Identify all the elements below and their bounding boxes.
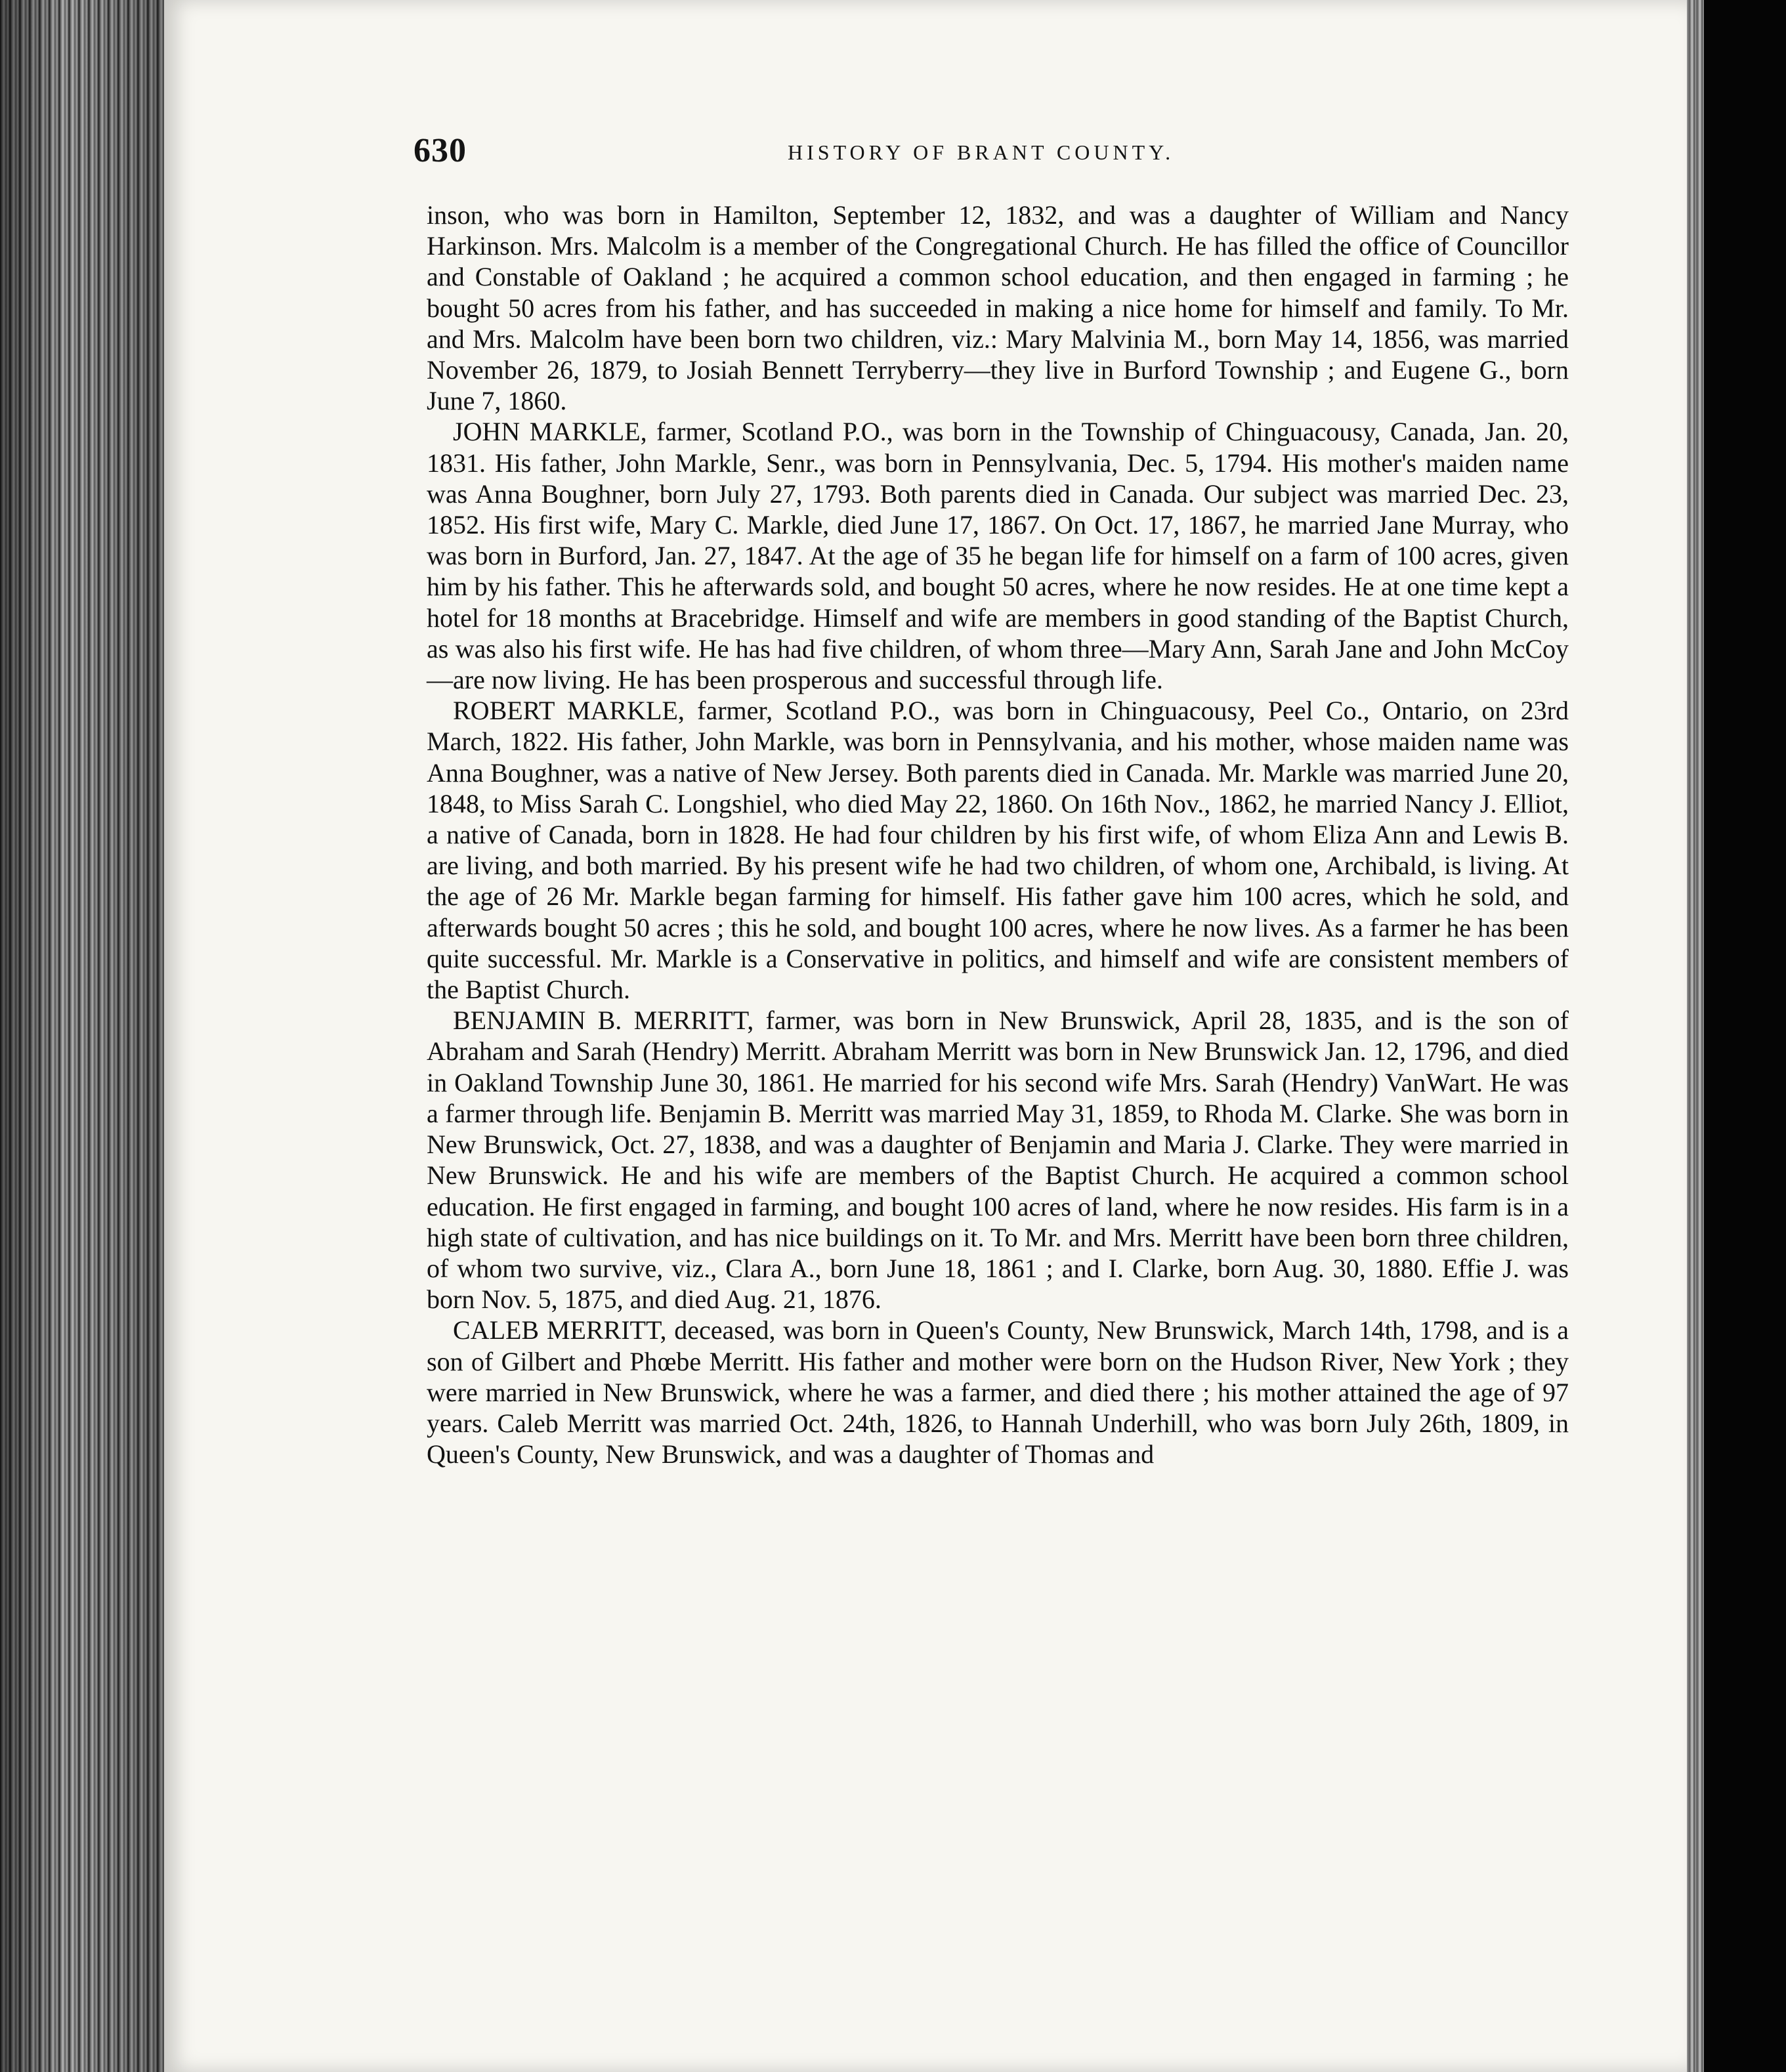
paragraph-benjamin-merritt: BENJAMIN B. MERRITT, farmer, was born in New Brunswick, April 28, 1835, and is the son of Abraham and Sarah (Hendry) Merritt. Abraham Merritt was born in New Brunswick Jan. 12, 1796, and died in Oakland Township June 30, 1861. He married for his second wife Mrs. Sarah (Hendry) VanWart. He was a farmer through life. Benjamin B. Merritt was married May 31, 1859, to Rhoda M. Clarke. She was born in New Brunswick, Oct. 27, 1838, and was a daughter of Benjamin and Maria J. Clarke. They were married in New Brunswick. He and his wife are members of the Baptist Church. He acquired a common school education. He first engaged in farming, and bought 100 acres of land, where he now resides. His farm is in a high state of cultivation, and has nice buildings on it. To Mr. and Mrs. Merritt have been born three children, of whom two survive, viz., Clara A., born June 18, 1861 ; and I. Clarke, born Aug. 30, 1880. Effie J. was born Nov. 5, 1875, and died Aug. 21, 1876. — [427, 1005, 1569, 1315]
paragraph-caleb-merritt: CALEB MERRITT, deceased, was born in Queen's County, New Brunswick, March 14th, 1798, and is a son of Gilbert and Phœbe Merritt. His father and mother were born on the Hudson River, New York ; they were married in New Brunswick, where he was a farmer, and died there ; his mother attained the age of 97 years. Caleb Merritt was married Oct. 24th, 1826, to Hannah Underhill, who was born July 26th, 1809, in Queen's County, New Brunswick, and was a daughter of Thomas and — [427, 1315, 1569, 1469]
right-page-stack — [1687, 0, 1704, 2072]
right-scan-margin — [1687, 0, 1786, 2072]
page-number: 630 — [414, 132, 467, 169]
body-text — [427, 200, 1569, 1469]
running-title: HISTORY OF BRANT COUNTY. — [788, 140, 1175, 164]
paragraph-john-markle: JOHN MARKLE, farmer, Scotland P.O., was born in the Township of Chinguacousy, Canada, Jan. 20, 1831. His father, John Markle, Senr., was born in Pennsylvania, Dec. 5, 1794. His mother's maiden name was Anna Boughner, born July 27, 1793. Both parents died in Canada. Our subject was married Dec. 23, 1852. His first wife, Mary C. Markle, died June 17, 1867. On Oct. 17, 1867, he married Jane Murray, who was born in Burford, Jan. 27, 1847. At the age of 35 he began life for himself on a farm of 100 acres, given him by his father. This he afterwards sold, and bought 50 acres, where he now resides. He at one time kept a hotel for 18 months at Bracebridge. Himself and wife are members in good standing of the Baptist Church, as was also his first wife. He has had five children, of whom three—Mary Ann, Sarah Jane and John McCoy—are now living. He has been prosperous and successful through life. — [427, 417, 1569, 695]
running-head — [414, 131, 1569, 177]
book-page-edge — [0, 0, 164, 2072]
paragraph-continuation: inson, who was born in Hamilton, September 12, 1832, and was a daughter of William and Nancy Harkinson. Mrs. Malcolm is a member of the Congregational Church. He has filled the office of Councillor and Constable of Oakland ; he acquired a common school education, and then engaged in farming ; he bought 50 acres from his father, and has succeeded in making a nice home for himself and family. To Mr. and Mrs. Malcolm have been born two children, viz.: Mary Malvinia M., born May 14, 1856, was married November 26, 1879, to Josiah Bennett Terryberry—they live in Burford Township ; and Eugene G., born June 7, 1860. — [427, 200, 1569, 416]
paragraph-robert-markle: ROBERT MARKLE, farmer, Scotland P.O., was born in Chinguacousy, Peel Co., Ontario, on 23rd March, 1822. His father, John Markle, was born in Pennsylvania, and his mother, whose maiden name was Anna Boughner, was a native of New Jersey. Both parents died in Canada. Mr. Markle was married June 20, 1848, to Miss Sarah C. Longshiel, who died May 22, 1860. On 16th Nov., 1862, he married Nancy J. Elliot, a native of Canada, born in 1828. He had four children by his first wife, of whom Eliza Ann and Lewis B. are living, and both married. By his present wife he had two children, of whom one, Archibald, is living. At the age of 26 Mr. Markle began farming for himself. His father gave him 100 acres, which he sold, and afterwards bought 50 acres ; this he sold, and bought 100 acres, where he now lives. As a farmer he has been quite successful. Mr. Markle is a Conservative in politics, and himself and wife are consistent members of the Baptist Church. — [427, 696, 1569, 1005]
page-edge-shadow — [0, 0, 164, 2072]
